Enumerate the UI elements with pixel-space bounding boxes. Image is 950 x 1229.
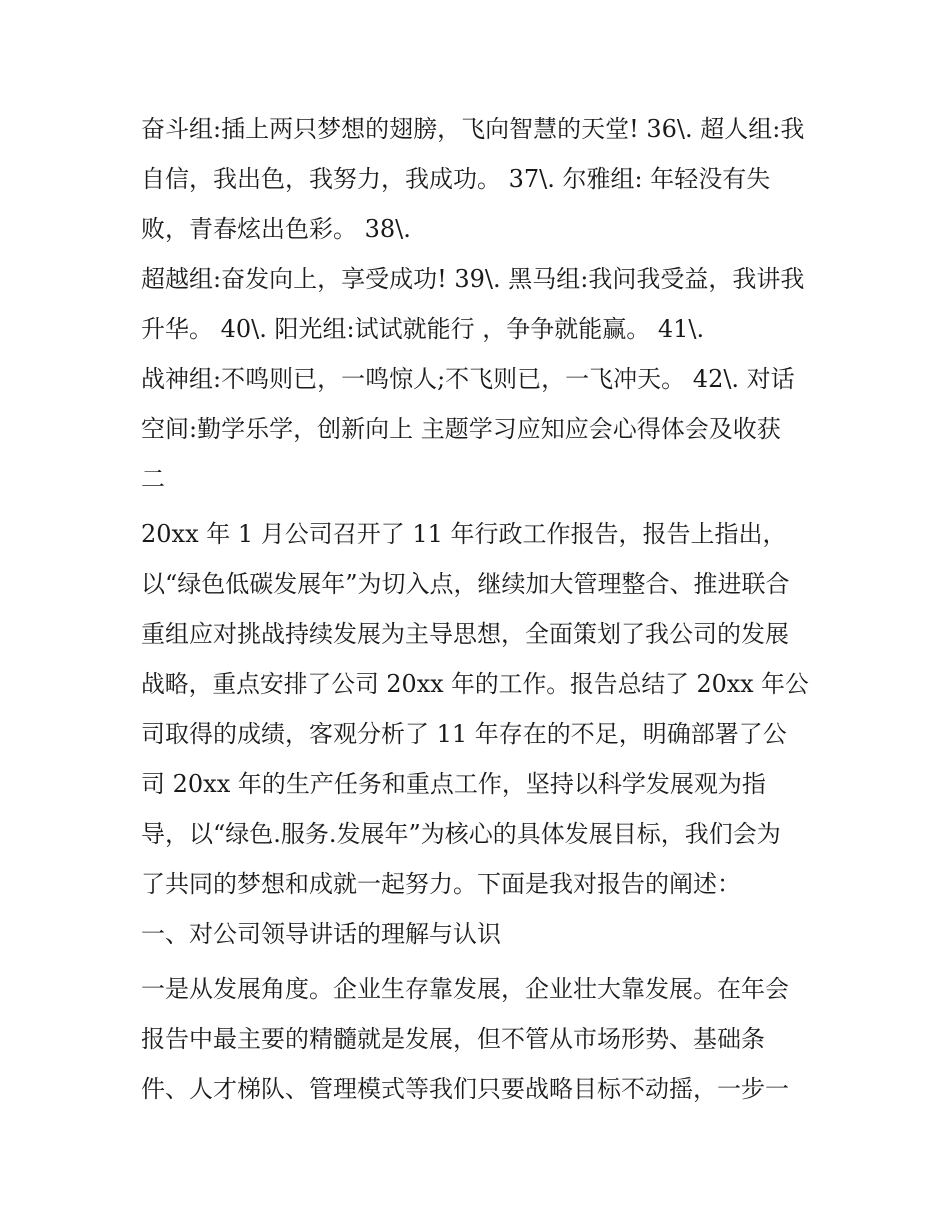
- text-line-16: 了共同的梦想和成就一起努力。下面是我对报告的阐述：: [141, 870, 741, 898]
- text-line-14: 司 20xx 年的生产任务和重点工作，坚持以科学发展观为指: [141, 770, 766, 798]
- text-line-19: 报告中最主要的精髓就是发展，但不管从市场形势、基础条: [141, 1025, 765, 1053]
- text-line-15: 导，以“绿色.服务.发展年”为核心的具体发展目标，我们会为: [141, 820, 781, 848]
- text-line-6: 战神组:不鸣则已，一鸣惊人;不飞则已，一飞冲天。 42\. 对话: [141, 365, 795, 393]
- text-line-18: 一是从发展角度。企业生存靠发展，企业壮大靠发展。在年会: [141, 975, 789, 1003]
- text-line-13: 司取得的成绩，客观分析了 11 年存在的不足，明确部署了公: [141, 720, 787, 748]
- text-line-8: 二: [141, 465, 165, 493]
- text-line-2: 自信，我出色，我努力，我成功。 37\. 尔雅组: 年轻没有失: [141, 165, 771, 193]
- text-line-17: 一、对公司领导讲话的理解与认识: [141, 920, 501, 948]
- text-line-9: 20xx 年 1 月公司召开了 11 年行政工作报告，报告上指出，: [141, 520, 787, 548]
- text-line-11: 重组应对挑战持续发展为主导思想，全面策划了我公司的发展: [141, 620, 789, 648]
- text-line-5: 升华。 40\. 阳光组:试试就能行 ，争争就能赢。 41\.: [141, 315, 705, 343]
- text-line-7: 空间:勤学乐学，创新向上 主题学习应知应会心得体会及收获: [141, 415, 781, 443]
- text-line-4: 超越组:奋发向上，享受成功! 39\. 黑马组:我问我受益，我讲我: [141, 265, 805, 293]
- text-line-20: 件、人才梯队、管理模式等我们只要战略目标不动摇，一步一: [141, 1075, 789, 1103]
- text-line-10: 以“绿色低碳发展年”为切入点，继续加大管理整合、推进联合: [141, 570, 790, 598]
- text-line-1: 奋斗组:插上两只梦想的翅膀，飞向智慧的天堂! 36\. 超人组:我: [141, 115, 805, 143]
- text-line-12: 战略，重点安排了公司 20xx 年的工作。报告总结了 20xx 年公: [141, 670, 809, 698]
- text-line-3: 败，青春炫出色彩。 38\.: [141, 215, 411, 243]
